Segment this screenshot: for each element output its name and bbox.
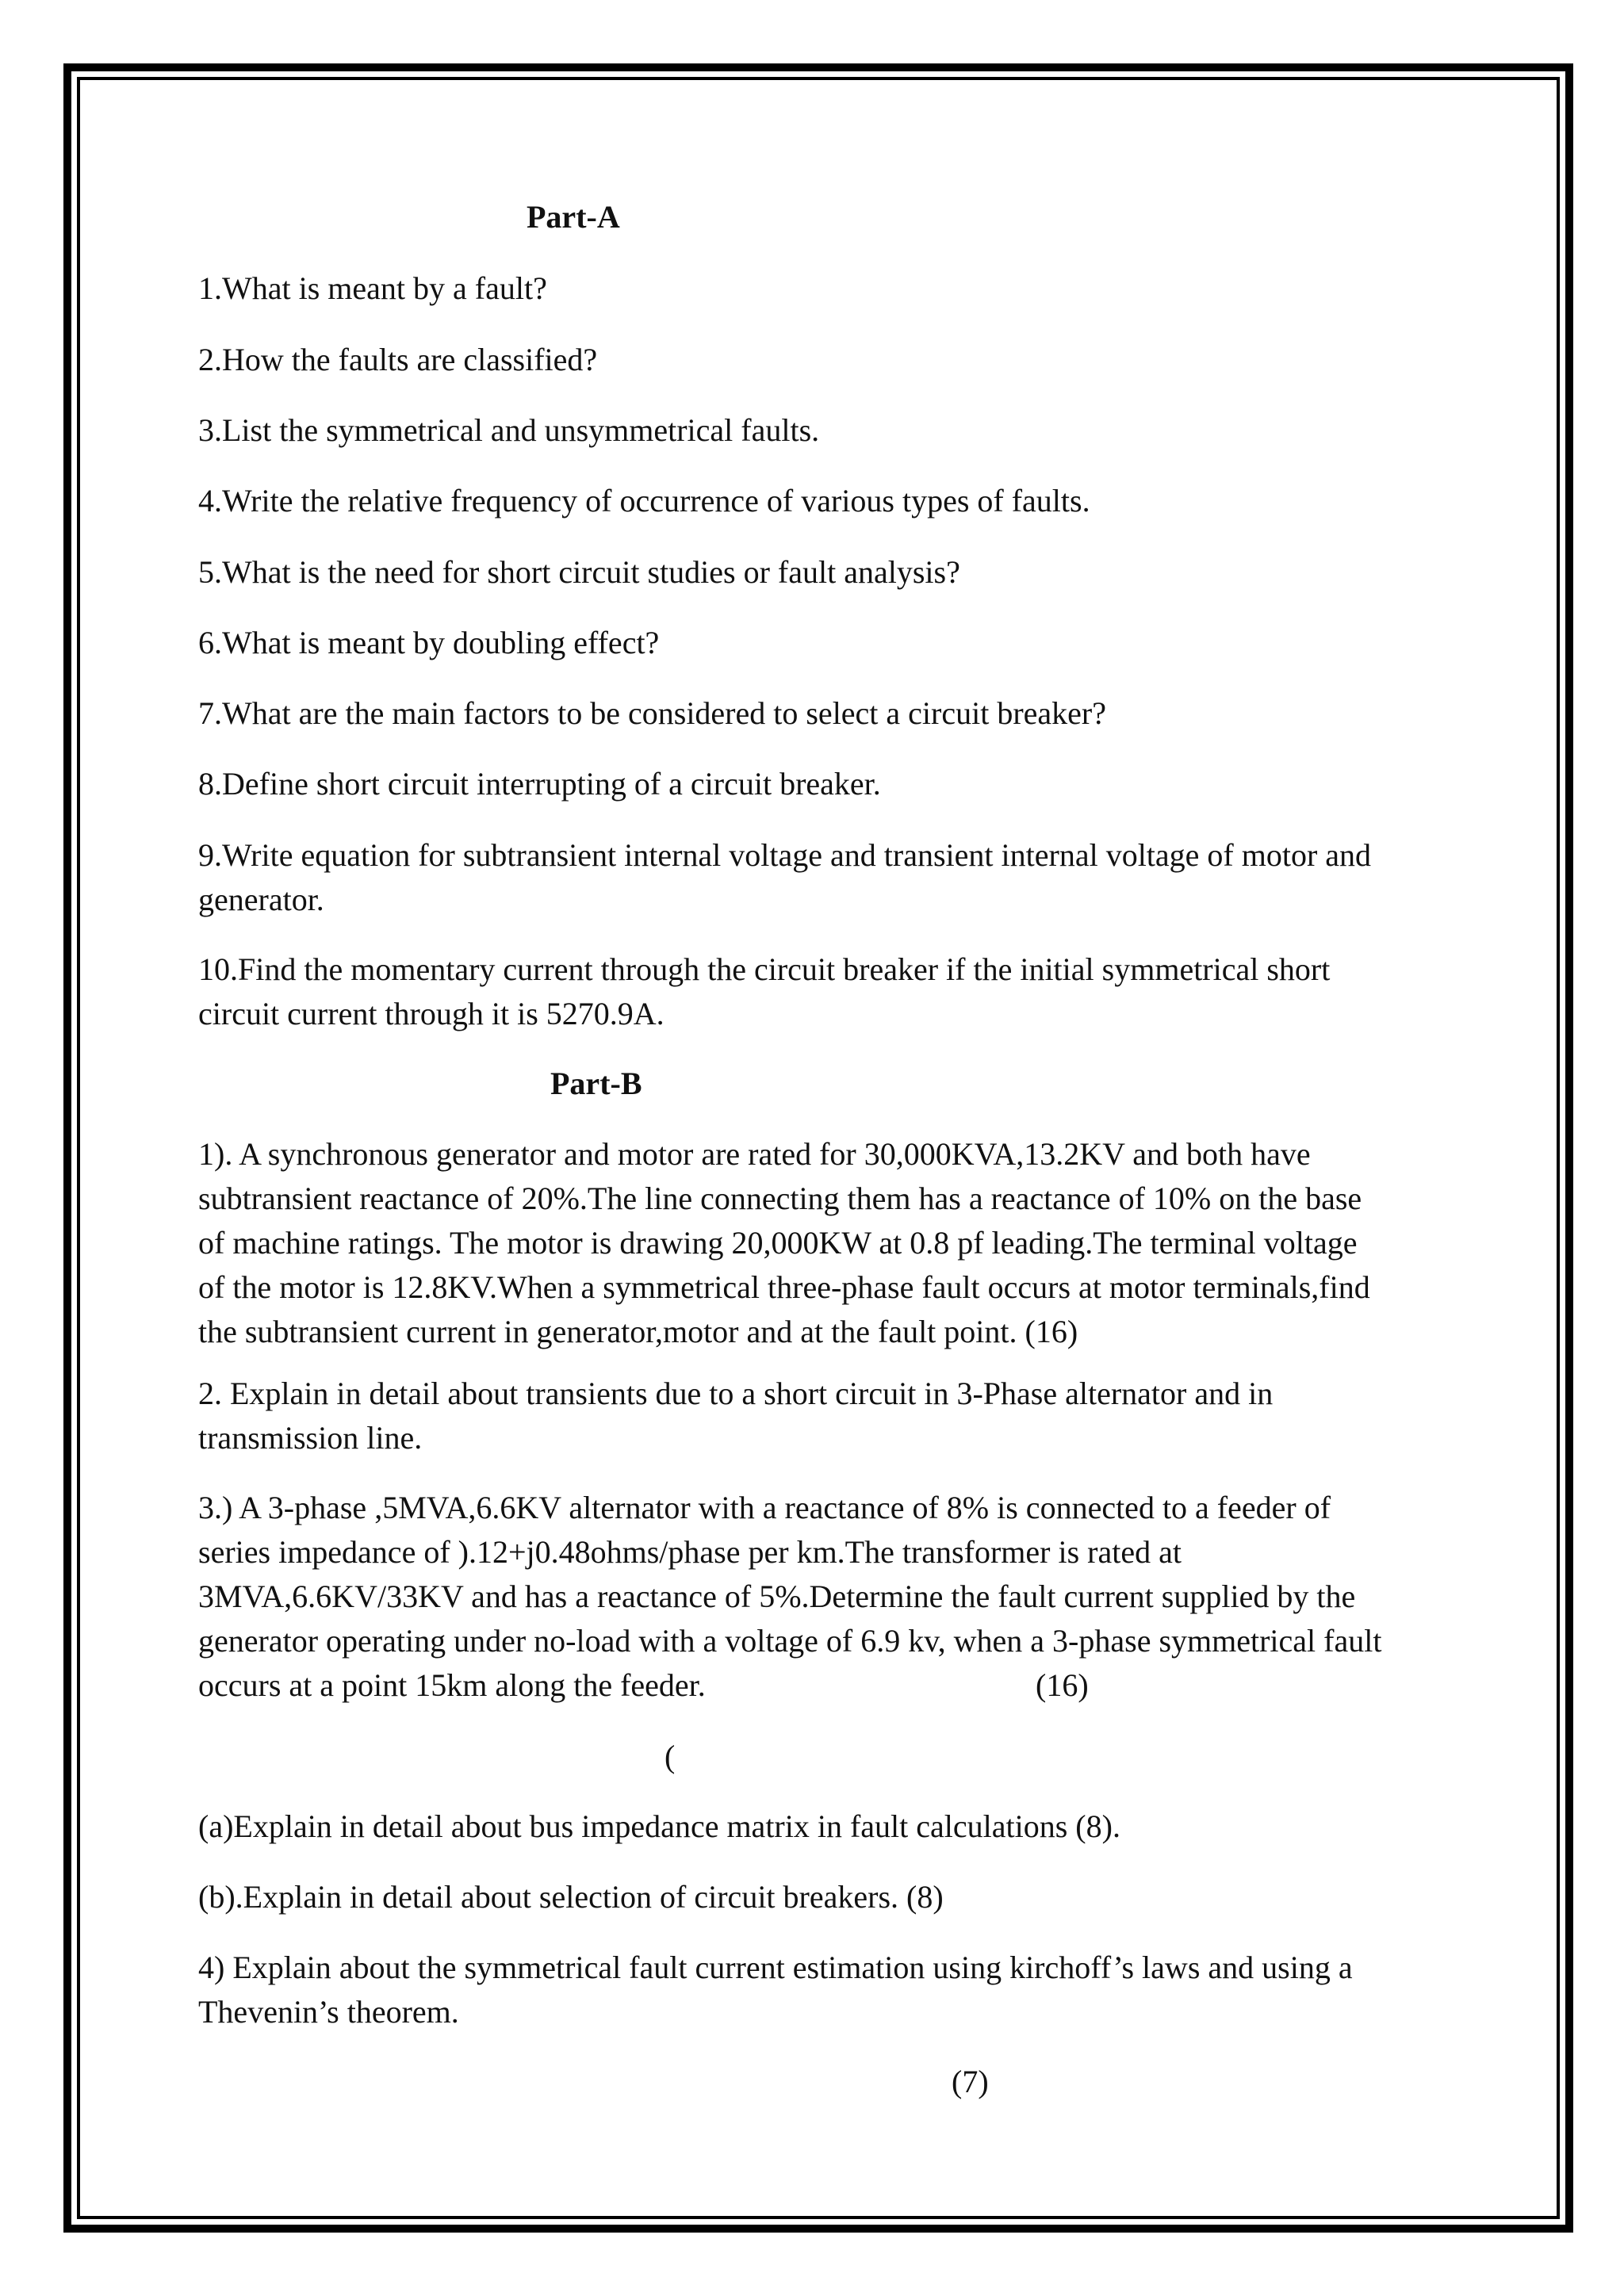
part-b-question-3: [198, 1486, 1451, 1708]
question-line: generator operating under no-load with a voltage of 6.9 kv, when a 3-phase symmetrical fault: [198, 1623, 1382, 1659]
part-b-question-3a: (a)Explain in detail about bus impedance matrix in fault calculations (8).: [198, 1808, 1120, 1844]
question-line: 4) Explain about the symmetrical fault current estimation using kirchoff’s laws and using a: [198, 1950, 1353, 1985]
question-line: transmission line.: [198, 1420, 423, 1456]
part-b-question-2: [198, 1372, 1451, 1460]
part-a-question-9: [198, 833, 1451, 922]
question-line: circuit current through it is 5270.9A.: [198, 996, 665, 1031]
part-a-question-1: 1.What is meant by a fault?: [198, 270, 547, 306]
question-line: series impedance of ).12+j0.48ohms/phase per km.The transformer is rated at: [198, 1534, 1182, 1570]
part-b-question-4-marks: (7): [952, 2064, 989, 2099]
part-a-question-6: 6.What is meant by doubling effect?: [198, 625, 660, 660]
question-line: the subtransient current in generator,motor and at the fault point. (16): [198, 1314, 1078, 1349]
part-a-question-7: 7.What are the main factors to be considered to select a circuit breaker?: [198, 695, 1106, 731]
part-a-question-10: [198, 947, 1451, 1036]
part-b-question-3b: (b).Explain in detail about selection of circuit breakers. (8): [198, 1879, 944, 1915]
question-line: of machine ratings. The motor is drawing 20,000KW at 0.8 pf leading.The terminal voltage: [198, 1225, 1358, 1261]
question-line: 3MVA,6.6KV/33KV and has a reactance of 5%.Determine the fault current supplied by the: [198, 1578, 1356, 1614]
part-b-question-3-marks: (16): [1036, 1667, 1089, 1703]
question-line: of the motor is 12.8KV.When a symmetrical three-phase fault occurs at motor terminals,find: [198, 1269, 1370, 1305]
question-line: 1). A synchronous generator and motor are rated for 30,000KVA,13.2KV and both have: [198, 1136, 1311, 1172]
question-line: 9.Write equation for subtransient internal voltage and transient internal voltage of motor and: [198, 837, 1372, 873]
part-a-heading: Part-A: [527, 199, 620, 235]
part-a-question-4: 4.Write the relative frequency of occurrence of various types of faults.: [198, 483, 1090, 519]
question-line: 10.Find the momentary current through the circuit breaker if the initial symmetrical short: [198, 951, 1331, 987]
part-a-question-5: 5.What is the need for short circuit studies or fault analysis?: [198, 554, 960, 590]
part-a-question-3: 3.List the symmetrical and unsymmetrical faults.: [198, 412, 820, 448]
part-a-question-8: 8.Define short circuit interrupting of a circuit breaker.: [198, 766, 881, 802]
question-line: Thevenin’s theorem.: [198, 1994, 459, 2030]
question-line: 2. Explain in detail about transients due to a short circuit in 3-Phase alternator and in: [198, 1376, 1274, 1411]
question-line: occurs at a point 15km along the feeder.: [198, 1667, 706, 1703]
part-b-question-1: [198, 1132, 1451, 1354]
question-line: subtransient reactance of 20%.The line connecting them has a reactance of 10% on the base: [198, 1181, 1362, 1216]
stray-parenthesis: (: [665, 1739, 676, 1774]
part-a-question-2: 2.How the faults are classified?: [198, 342, 598, 377]
part-b-heading: Part-B: [550, 1066, 642, 1101]
question-line: 3.) A 3-phase ,5MVA,6.6KV alternator with a reactance of 8% is connected to a feeder of: [198, 1490, 1331, 1525]
part-b-question-4: [198, 1946, 1451, 2034]
question-line: generator.: [198, 882, 324, 917]
